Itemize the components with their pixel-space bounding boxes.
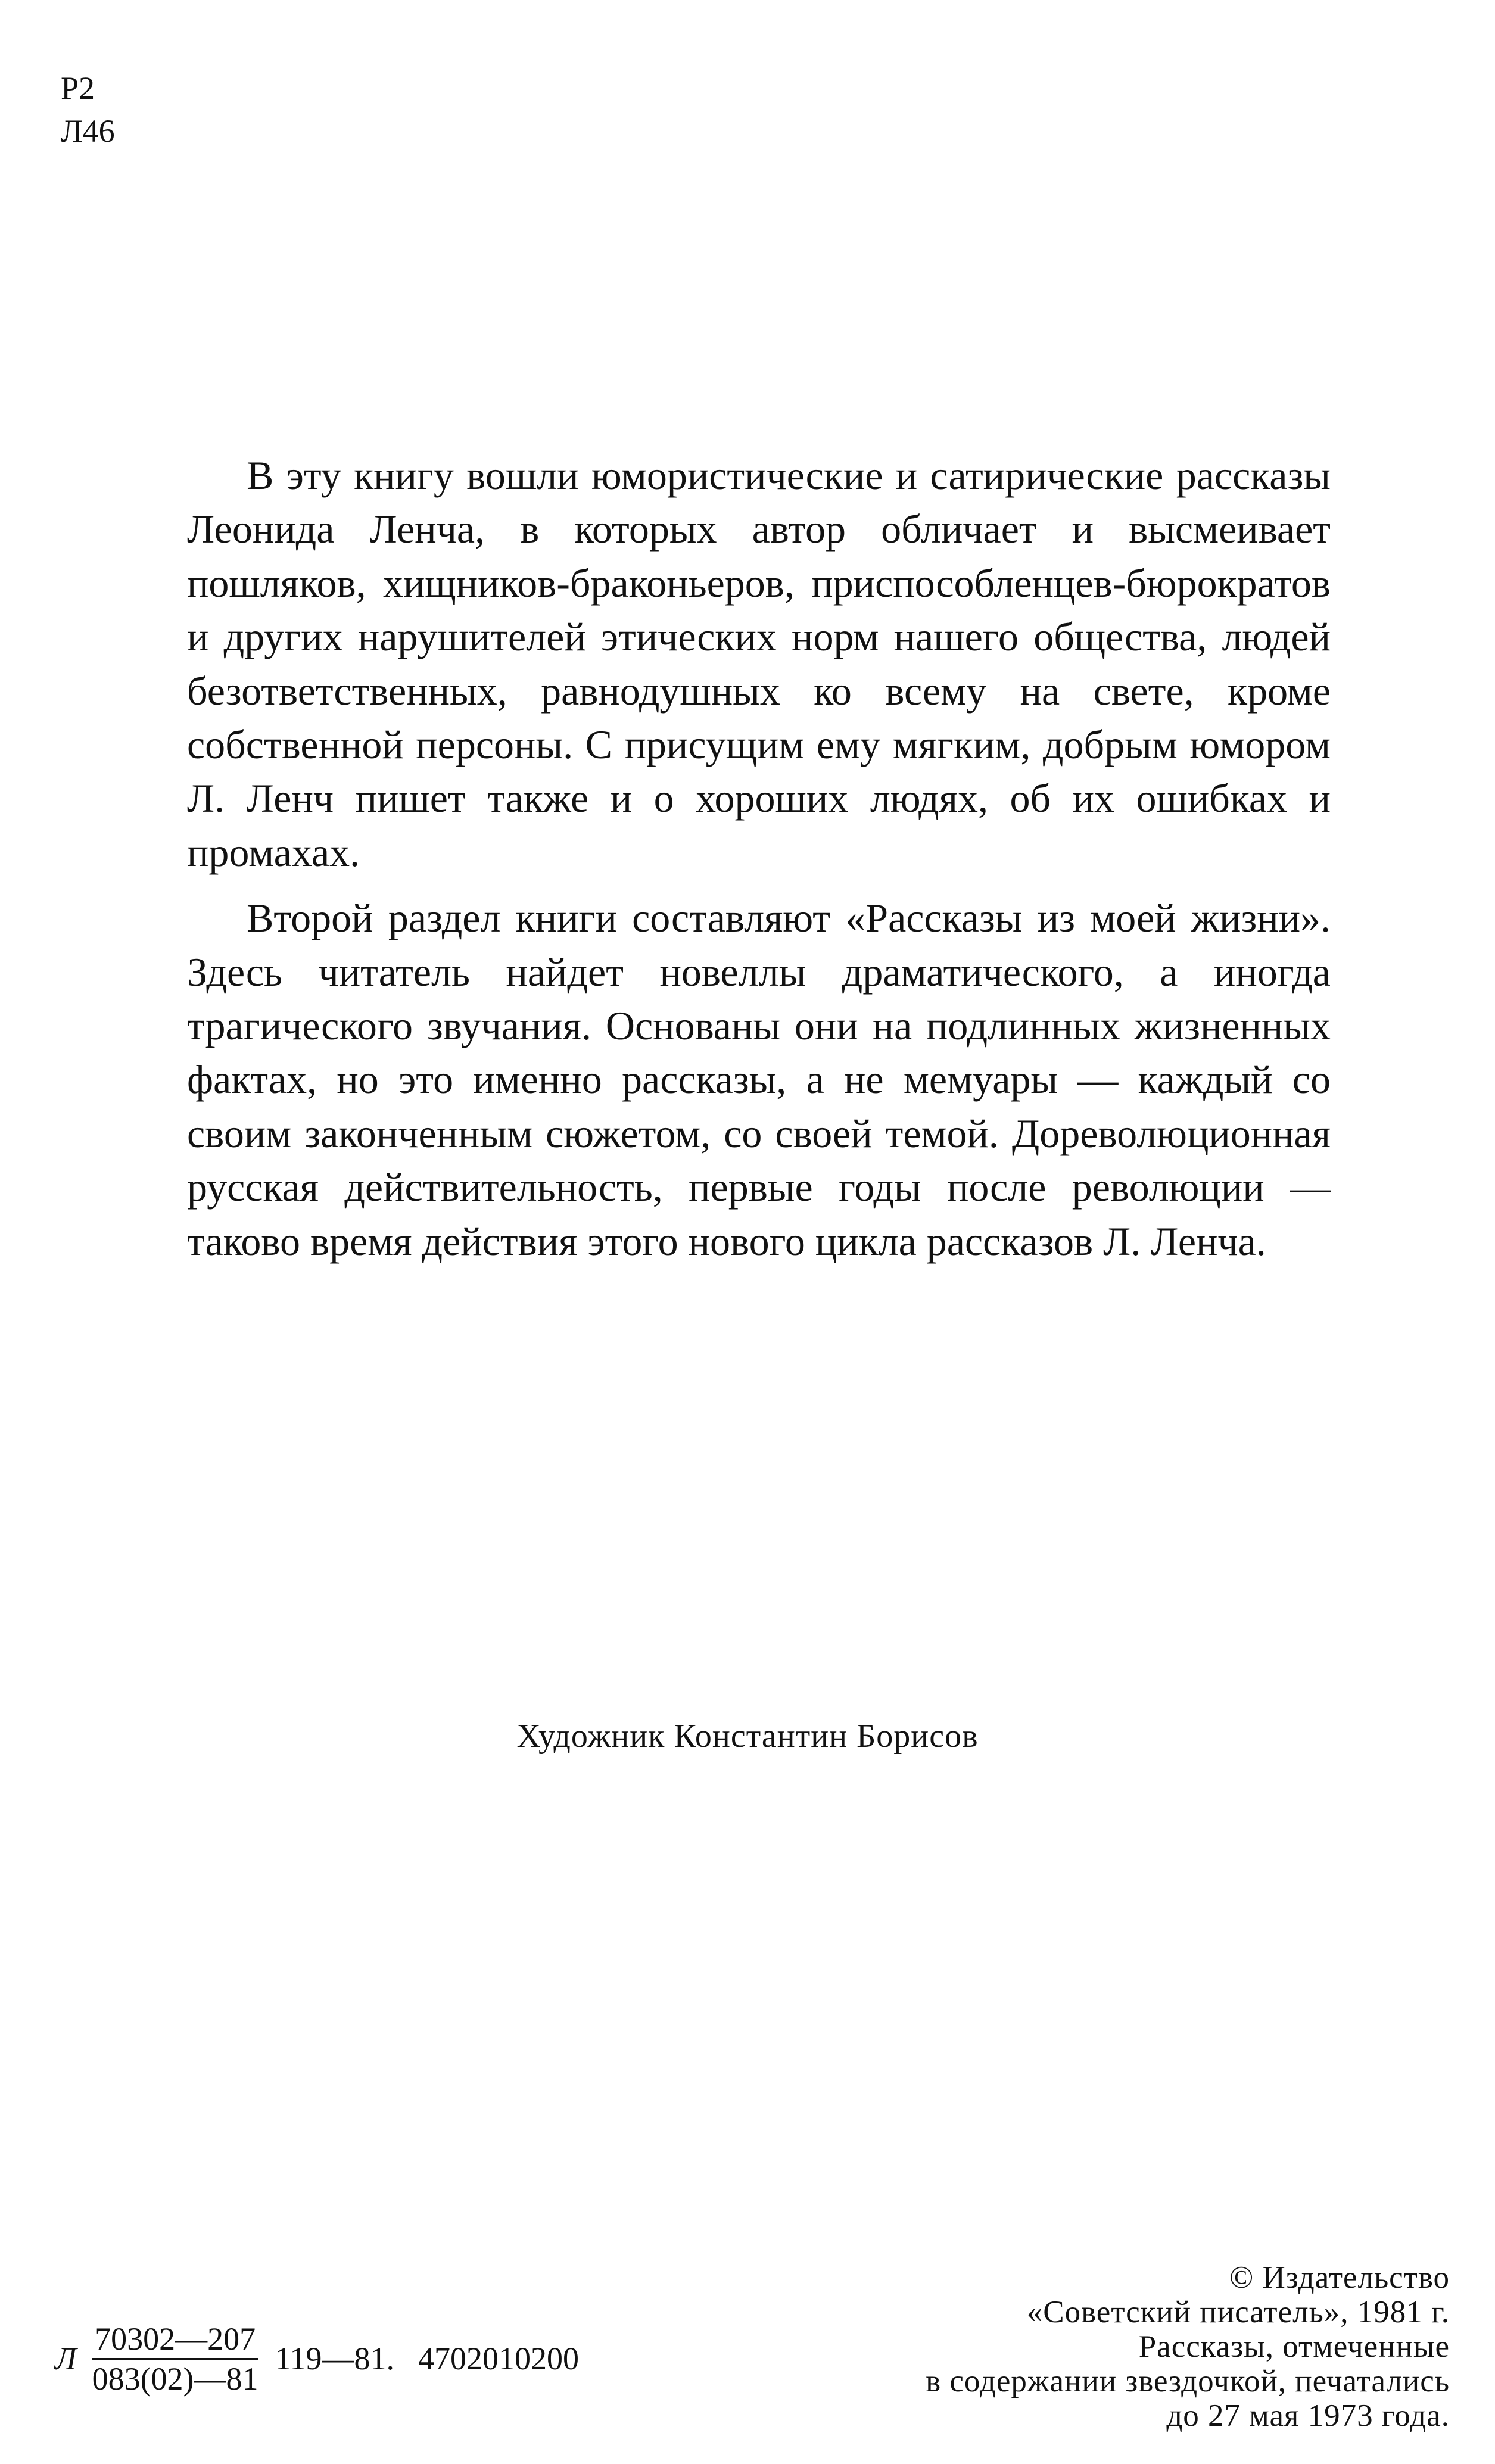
catalog-numerator: 70302—207 <box>92 2321 258 2360</box>
imprint-line-3: Рассказы, отмеченные <box>1138 2329 1450 2364</box>
imprint-line-1: © Издательство <box>1229 2260 1450 2295</box>
catalog-code <box>55 2314 603 2403</box>
classification-index <box>61 67 115 152</box>
classification-line-2: Л46 <box>61 113 115 149</box>
catalog-fraction <box>90 2321 261 2397</box>
illustrator-credit: Художник Константин Борисов <box>516 1718 979 1755</box>
classification-line-1: Р2 <box>61 70 95 106</box>
annotation-paragraph-2: Второй раздел книги составляют «Рассказы из моей жизни». Здесь читатель найдет новеллы драматического, а иногда трагического звучания. Основаны они на подлинных жизненных фактах, но это именно рассказы, а не мемуары — каждый со своим законченным сюжетом, со своей темой. Дореволюционная русская действительность, первые годы после революции — таково время действия этого нового цикла рассказов Л. Ленча. <box>187 895 1331 1264</box>
catalog-letter: Л <box>55 2341 77 2376</box>
catalog-number: 4702010200 <box>418 2341 580 2376</box>
imprint-line-2: «Советский писатель», 1981 г. <box>1026 2295 1450 2329</box>
catalog-order-code: 119—81. <box>275 2341 395 2376</box>
book-annotation <box>187 448 1331 1268</box>
copyright-imprint <box>926 2260 1450 2433</box>
catalog-denominator: 083(02)—81 <box>92 2360 258 2397</box>
imprint-line-4: в содержании звездочкой, печатались <box>926 2364 1450 2398</box>
annotation-paragraph-1: В эту книгу вошли юмористические и сатирические рассказы Леонида Ленча, в которых автор обличает и высмеивает пошляков, хищников-браконьеров, приспособленцев-бюрократов и других нарушителей этических норм нашего общества, людей безответственных, равнодушных ко всему на свете, кроме собственной персоны. С присущим ему мягким, добрым юмором Л. Ленч пишет также и о хороших людях, об их ошибках и промахах. <box>187 453 1331 875</box>
imprint-line-5: до 27 мая 1973 года. <box>1166 2398 1450 2433</box>
